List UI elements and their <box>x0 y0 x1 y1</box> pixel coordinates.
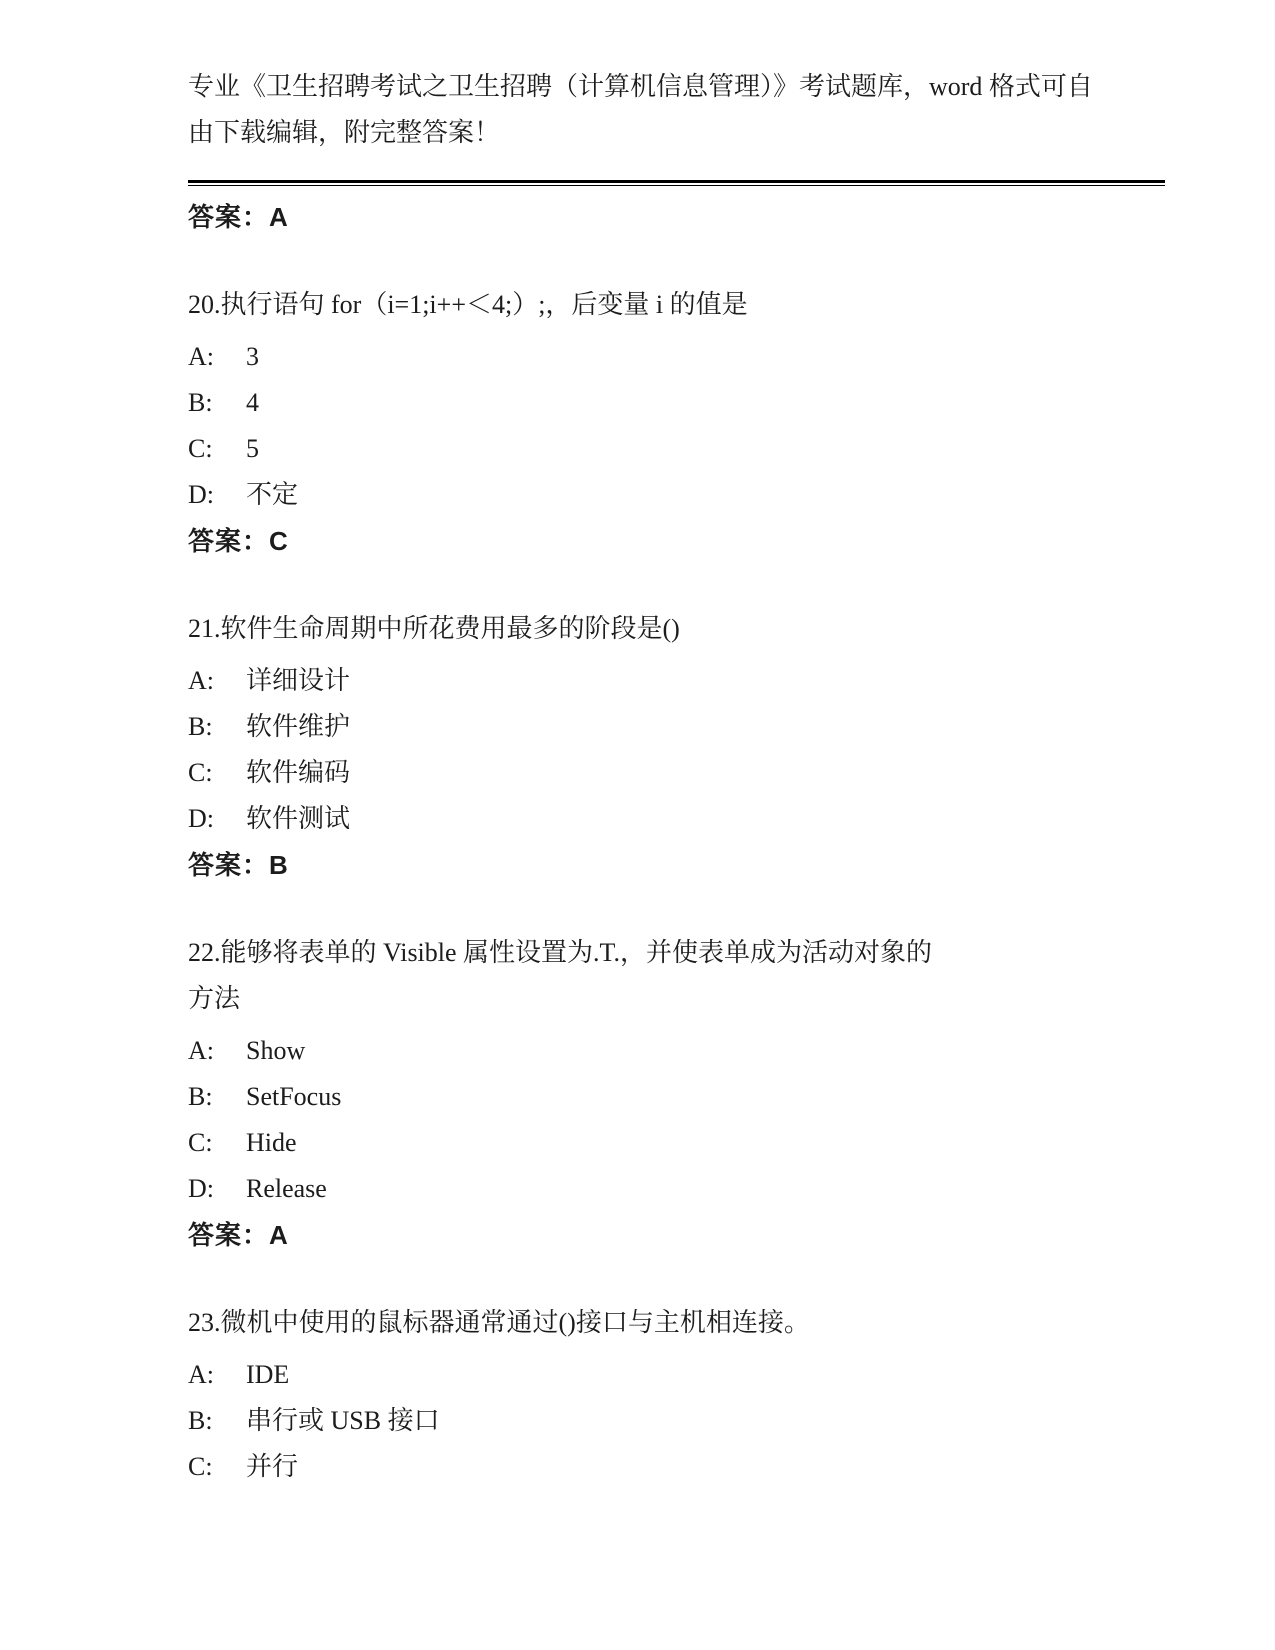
option-label: B: <box>188 388 213 417</box>
option-row <box>188 334 1175 380</box>
option-text: IDE <box>246 1360 290 1389</box>
answer-line: 答案：B <box>188 850 289 880</box>
option-text: SetFocus <box>246 1082 342 1111</box>
option-row <box>188 704 1175 750</box>
answer-line: 答案：A <box>188 202 289 232</box>
question-title: 22.能够将表单的 Visible 属性设置为.T.，并使表单成为活动对象的 <box>188 938 932 967</box>
option-label: A: <box>188 342 214 371</box>
options-list <box>188 1028 1175 1212</box>
option-row <box>188 1352 1175 1398</box>
option-label: C: <box>188 1128 213 1157</box>
options-list <box>188 334 1175 518</box>
option-row <box>188 1120 1175 1166</box>
option-text: 5 <box>246 434 259 463</box>
option-row <box>188 658 1175 704</box>
question-block-20 <box>188 282 1175 564</box>
option-label: C: <box>188 434 213 463</box>
document-header <box>188 64 1175 156</box>
option-label: C: <box>188 1452 213 1481</box>
header-separator-line <box>188 180 1165 186</box>
option-text: Hide <box>246 1128 297 1157</box>
option-text: 软件编码 <box>246 758 351 787</box>
question-title: 20.执行语句 for（i=1;i++＜4;）;，后变量 i 的值是 <box>188 290 748 319</box>
option-label: B: <box>188 1082 213 1111</box>
option-text: 串行或 USB 接口 <box>246 1406 440 1435</box>
option-text: Release <box>246 1174 327 1203</box>
option-text: 3 <box>246 342 259 371</box>
option-label: C: <box>188 758 213 787</box>
option-label: B: <box>188 1406 213 1435</box>
option-row <box>188 796 1175 842</box>
answer-line: 答案：C <box>188 526 289 556</box>
option-label: D: <box>188 480 214 509</box>
option-text: 4 <box>246 388 259 417</box>
option-text: 不定 <box>246 480 299 509</box>
question-block-21 <box>188 606 1175 888</box>
option-label: D: <box>188 1174 214 1203</box>
options-list <box>188 658 1175 842</box>
option-label: A: <box>188 1360 214 1389</box>
option-label: A: <box>188 666 214 695</box>
option-text: 软件维护 <box>246 712 351 741</box>
option-row <box>188 1166 1175 1212</box>
header-text-line: 由下载编辑，附完整答案！ <box>188 118 501 147</box>
option-row <box>188 1398 1175 1444</box>
option-row <box>188 1074 1175 1120</box>
option-text: 详细设计 <box>246 666 351 695</box>
option-text: 软件测试 <box>246 804 351 833</box>
option-row <box>188 1444 1175 1490</box>
option-label: D: <box>188 804 214 833</box>
question-title: 23.微机中使用的鼠标器通常通过()接口与主机相连接。 <box>188 1308 810 1337</box>
option-row <box>188 472 1175 518</box>
options-list <box>188 1352 1175 1490</box>
option-row <box>188 380 1175 426</box>
option-row <box>188 1028 1175 1074</box>
question-title: 21.软件生命周期中所花费用最多的阶段是() <box>188 614 680 643</box>
option-text: Show <box>246 1036 306 1065</box>
answer-line: 答案：A <box>188 1220 289 1250</box>
question-title-continued: 方法 <box>188 984 241 1013</box>
question-block-23 <box>188 1300 1175 1490</box>
option-text: 并行 <box>246 1452 299 1481</box>
option-row <box>188 426 1175 472</box>
option-label: B: <box>188 712 213 741</box>
option-label: A: <box>188 1036 214 1065</box>
question-block-22 <box>188 930 1175 1258</box>
header-text-line: 专业《卫生招聘考试之卫生招聘（计算机信息管理）》考试题库，word 格式可自 <box>188 72 1093 101</box>
option-row <box>188 750 1175 796</box>
